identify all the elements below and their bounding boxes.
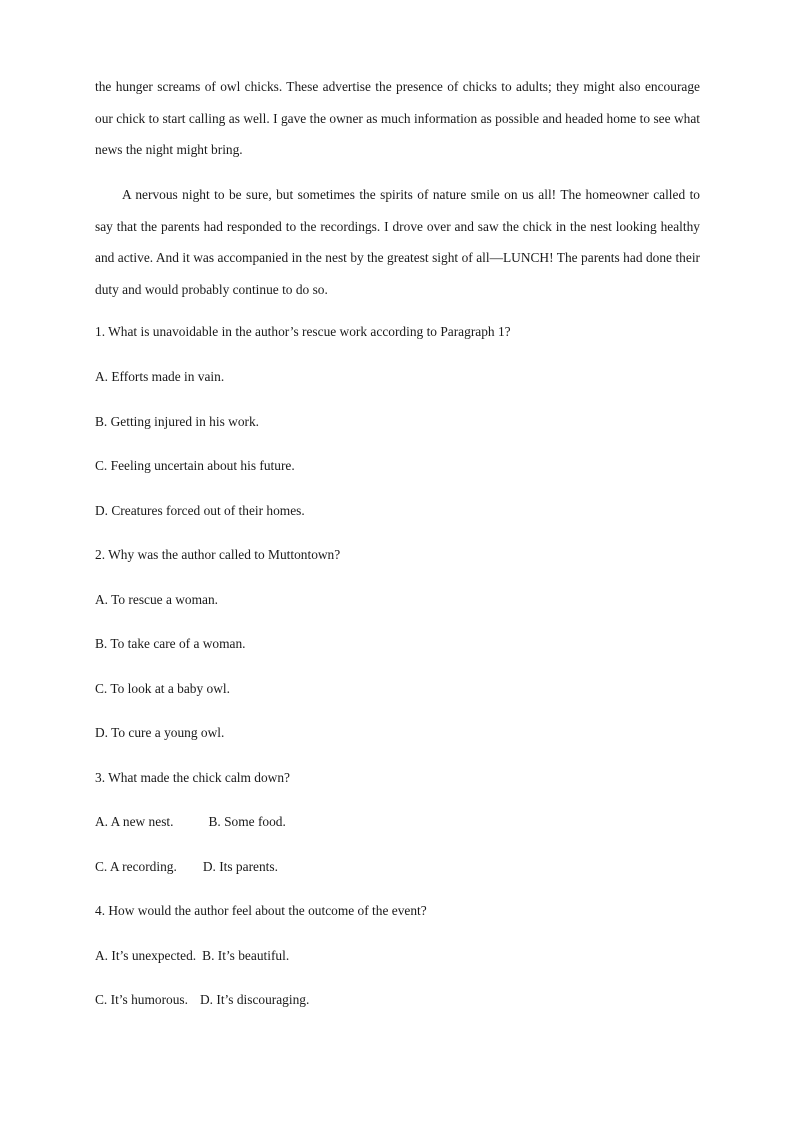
question-3-option-a: A. A new nest. [95,814,174,829]
question-2-option-c: C. To look at a baby owl. [95,681,230,696]
question-1-option-d: D. Creatures forced out of their homes. [95,503,305,518]
question-4-option-c: C. It’s humorous. [95,992,188,1007]
question-2-option-b: B. To take care of a woman. [95,636,246,651]
question-1-option-c: C. Feeling uncertain about his future. [95,458,295,473]
question-4-options-row-1 [95,946,289,966]
passage-paragraph-1: the hunger screams of owl chicks. These advertise the presence of chicks to adults; they might also encourage our chick to start calling as well. I gave the owner as much information as possible and headed home to see what news the night might bring. [95,79,700,157]
question-4-option-d: D. It’s discouraging. [200,992,310,1007]
question-4-stem: 4. How would the author feel about the outcome of the event? [95,903,427,918]
question-2-stem: 2. Why was the author called to Muttontown? [95,547,341,562]
question-3-options-row-1 [95,812,286,832]
question-1-stem: 1. What is unavoidable in the author’s rescue work according to Paragraph 1? [95,324,511,339]
question-2-option-a: A. To rescue a woman. [95,592,219,607]
question-3-option-d: D. Its parents. [202,859,278,874]
question-3-options-row-2 [95,857,278,877]
question-4-option-a: A. It’s unexpected. [95,948,197,963]
question-1-option-b: B. Getting injured in his work. [95,414,260,429]
question-3-option-b: B. Some food. [208,814,286,829]
question-3-stem: 3. What made the chick calm down? [95,770,290,785]
passage-paragraph-2: A nervous night to be sure, but sometimes the spirits of nature smile on us all! The homeowner called to say that the parents had responded to the recordings. I drove over and saw the chick in the nest looking healthy and active. And it was accompanied in the nest by the greatest sight of all—LUNCH! The parents had done their duty and would probably continue to do so. [95,187,700,297]
question-3-option-c: C. A recording. [95,859,177,874]
question-1-option-a: A. Efforts made in vain. [95,369,225,384]
question-4-options-row-2 [95,990,309,1010]
question-2-option-d: D. To cure a young owl. [95,725,225,740]
question-4-option-b: B. It’s beautiful. [202,948,290,963]
